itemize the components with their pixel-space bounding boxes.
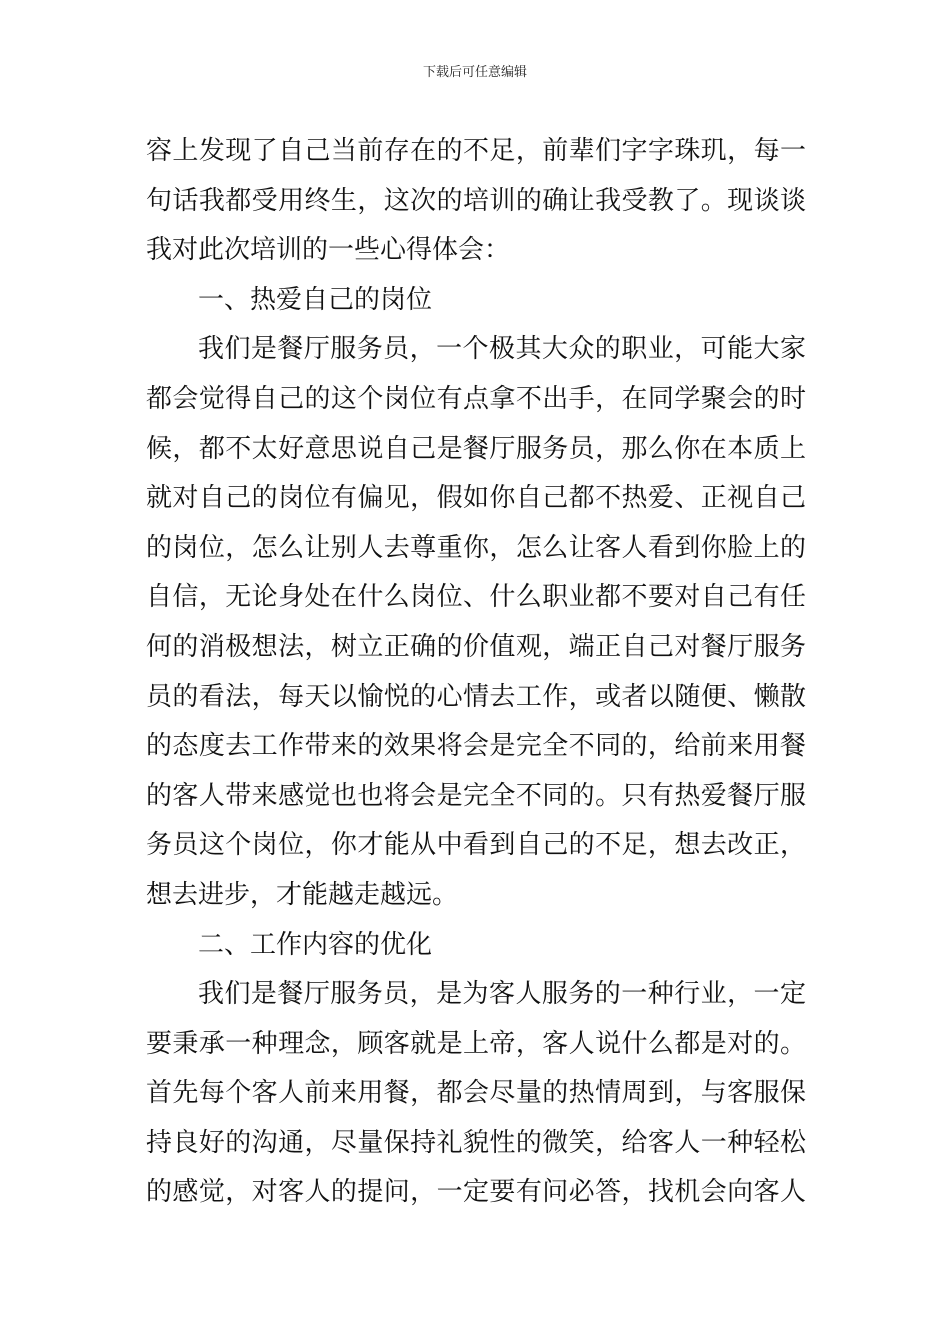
section-heading-2: 二、工作内容的优化 <box>198 929 433 960</box>
text-line: 想去进步，才能越走越远。 <box>146 879 459 910</box>
text-line: 首先每个客人前来用餐，都会尽量的热情周到，与客服保 <box>146 1078 806 1109</box>
text-line: 句话我都受用终生，这次的培训的确让我受教了。现谈谈 <box>146 185 806 216</box>
section-heading-1: 一、热爱自己的岗位 <box>198 284 433 315</box>
text-line: 我们是餐厅服务员，是为客人服务的一种行业，一定 <box>198 979 806 1010</box>
text-line: 员的看法，每天以愉悦的心情去工作，或者以随便、懒散 <box>146 681 806 712</box>
page-header-note: 下载后可任意编辑 <box>422 65 527 80</box>
text-line: 持良好的沟通，尽量保持礼貌性的微笑，给客人一种轻松 <box>146 1127 806 1158</box>
text-line: 的岗位，怎么让别人去尊重你，怎么让客人看到你脸上的 <box>146 532 806 563</box>
text-line: 的感觉，对客人的提问，一定要有问必答，找机会向客人 <box>146 1177 806 1208</box>
text-line: 何的消极想法，树立正确的价值观，端正自己对餐厅服务 <box>146 631 806 662</box>
text-line: 要秉承一种理念，顾客就是上帝，客人说什么都是对的。 <box>146 1028 806 1059</box>
text-line: 的态度去工作带来的效果将会是完全不同的，给前来用餐 <box>146 731 806 762</box>
text-line: 容上发现了自己当前存在的不足，前辈们字字珠玑，每一 <box>146 136 806 166</box>
text-line: 我对此次培训的一些心得体会： <box>146 235 511 266</box>
text-line: 候，都不太好意思说自己是餐厅服务员，那么你在本质上 <box>146 433 806 464</box>
text-line: 就对自己的岗位有偏见，假如你自己都不热爱、正视自己 <box>146 483 806 514</box>
text-line: 我们是餐厅服务员，一个极其大众的职业，可能大家 <box>198 334 806 365</box>
text-line: 都会觉得自己的这个岗位有点拿不出手，在同学聚会的时 <box>146 383 806 414</box>
text-line: 的客人带来感觉也也将会是完全不同的。只有热爱餐厅服 <box>146 780 806 811</box>
text-line: 自信，无论身处在什么岗位、什么职业都不要对自己有任 <box>146 582 806 613</box>
text-line: 务员这个岗位，你才能从中看到自己的不足，想去改正， <box>146 830 806 861</box>
document-body <box>146 127 806 1218</box>
